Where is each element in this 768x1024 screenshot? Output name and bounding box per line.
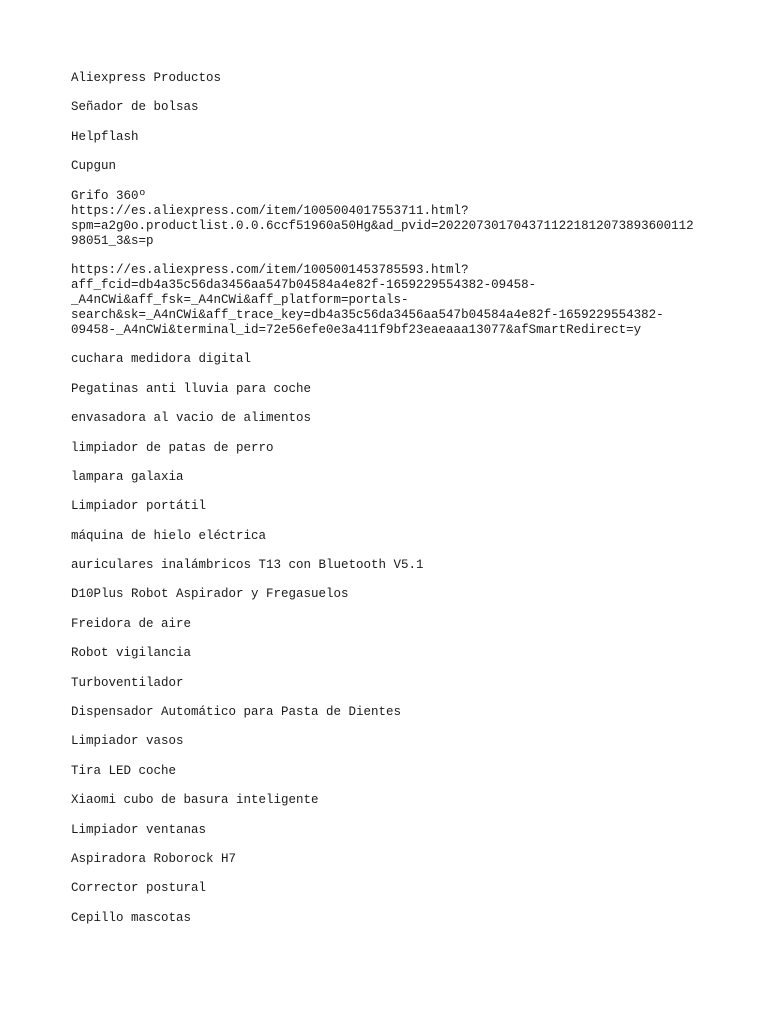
document-body	[71, 71, 711, 940]
document-title: Aliexpress Productos	[71, 71, 222, 85]
list-item: Corrector postural	[71, 881, 207, 896]
list-item: auriculares inalámbricos T13 con Bluetooth V5.1	[71, 558, 424, 573]
list-item: lampara galaxia	[71, 469, 184, 484]
list-item: Dispensador Automático para Pasta de Dientes	[71, 705, 402, 720]
list-item: Cupgun	[71, 159, 117, 174]
list-item: Limpiador vasos	[71, 734, 184, 749]
list-item: limpiador de patas de perro	[71, 440, 274, 455]
list-item: Tira LED coche	[71, 763, 177, 778]
list-item: Turboventilador	[71, 675, 184, 690]
list-item: Señador de bolsas	[71, 100, 199, 115]
list-item: Robot vigilancia	[71, 646, 192, 661]
list-item: Limpiador ventanas	[71, 822, 207, 837]
list-item: D10Plus Robot Aspirador y Fregasuelos	[71, 587, 349, 602]
list-item: envasadora al vacio de alimentos	[71, 411, 312, 426]
list-item: Pegatinas anti lluvia para coche	[71, 381, 312, 396]
list-item: Helpflash	[71, 129, 139, 144]
list-item: Cepillo mascotas	[71, 910, 192, 925]
list-item: Limpiador portátil	[71, 499, 207, 514]
list-item: cuchara medidora digital	[71, 352, 252, 367]
product-link: https://es.aliexpress.com/item/1005001453785593.html? aff_fcid=db4a35c56da3456aa547b04584a4e82f-1659229554382-09458- _A4nCWi&aff_fsk=_A4nCWi&aff_platform=portals- search&sk=_A4nCWi&aff_trace_key=db4a35c56da3456aa547b04584a4e82f-1659229554382- 09458-_A4nCWi&terminal_id=72e56efe0e3a411f9bf23eaeaaa13077&afSmartRedirect=y	[71, 262, 664, 337]
list-item-with-link: Grifo 360º https://es.aliexpress.com/item/1005004017553711.html? spm=a2g0o.productlist.0.0.6ccf51960a50Hg&ad_pvid=2022073017043711221812073893600112 98051_3&s=p	[71, 188, 694, 248]
list-item: Xiaomi cubo de basura inteligente	[71, 793, 319, 808]
list-item: Freidora de aire	[71, 616, 192, 631]
list-item: Aspiradora Roborock H7	[71, 851, 237, 866]
list-item: máquina de hielo eléctrica	[71, 528, 267, 543]
